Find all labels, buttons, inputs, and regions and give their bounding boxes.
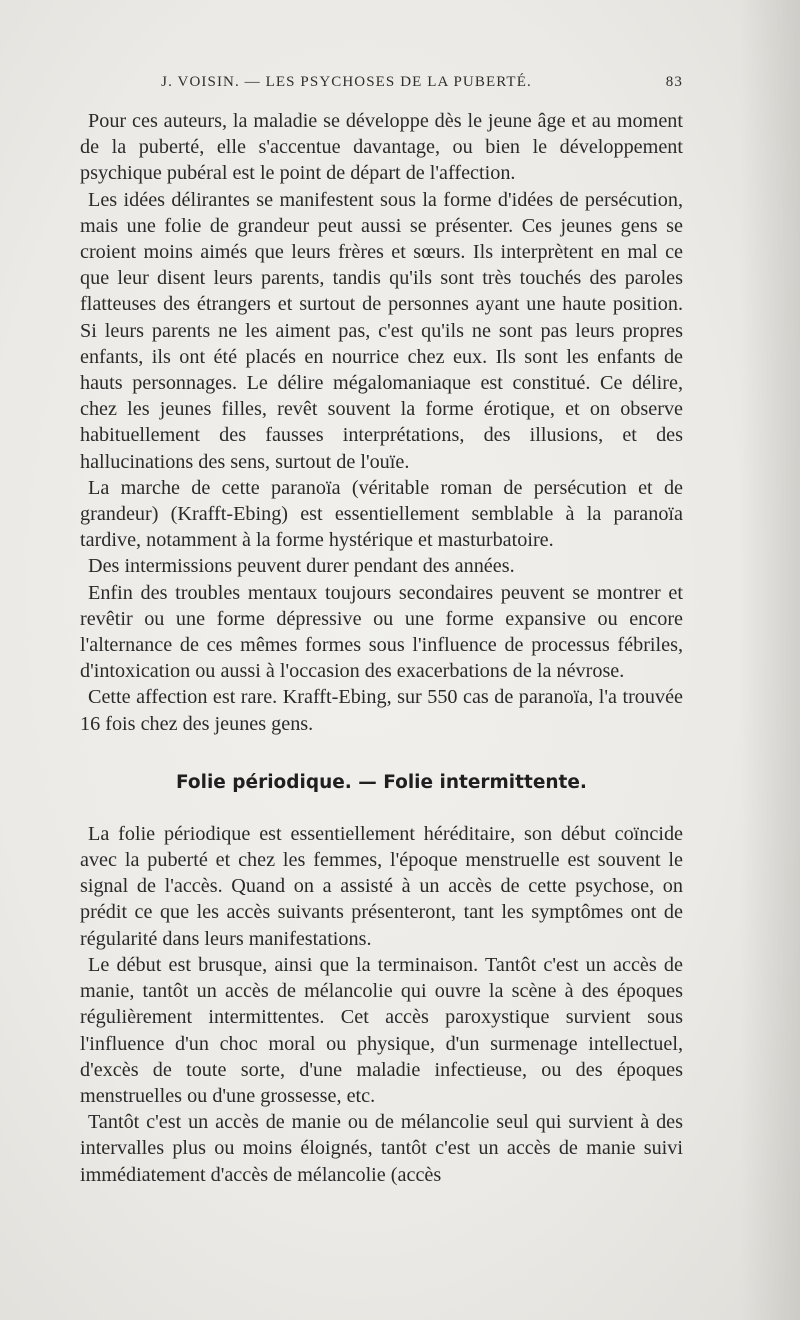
paragraph: La marche de cette paranoïa (véritable roman de persécution et de grandeur) (Krafft-Ebing) est essentiellement semblable à la paranoïa tardive, notamment à la forme hystérique et masturbatoire.: [80, 476, 683, 552]
running-head: [80, 74, 683, 98]
paragraph: Tantôt c'est un accès de manie ou de mélancolie seul qui survient à des intervalles plus ou moins éloignés, tantôt c'est un accès de manie suivi immédiatement d'accès de mélancolie (accès: [80, 1111, 683, 1186]
page-number: 83: [665, 74, 683, 90]
body-text: [80, 108, 683, 1188]
section-paranoia: [80, 108, 683, 737]
paragraph: La folie périodique est essentiellement héréditaire, son début coïncide avec la puberté et chez les femmes, l'époque menstruelle est souvent le signal de l'accès. Quand on a assisté à un accès de cette psychose, on prédit ce que les accès suivants présenteront, tant les symptômes ont de régularité dans leurs manifestations.: [80, 822, 683, 950]
section-folie-periodique: [80, 821, 683, 1188]
paragraph: Pour ces auteurs, la maladie se développe dès le jeune âge et au moment de la puberté, elle s'accentue davantage, ou bien le développement psychique pubéral est le point de départ de l'affection.: [80, 110, 683, 185]
section-heading: Folie périodique. — Folie intermittente.: [176, 771, 587, 793]
page-edge-shadow: [740, 0, 800, 1320]
paragraph: Le début est brusque, ainsi que la terminaison. Tantôt c'est un accès de manie, tantôt un accès de mélancolie qui ouvre la scène à des époques régulièrement intermittentes. Cet accès paroxystique survient sous l'influence d'un choc moral ou physique, d'un surmenage intellectuel, d'excès de toute sorte, d'une maladie infectieuse, ou des époques menstruelles ou d'une grossesse, etc.: [80, 953, 683, 1107]
paragraph: Enfin des troubles mentaux toujours secondaires peuvent se montrer et revêtir ou une forme dépressive ou une forme expansive ou encore l'alternance de ces mêmes formes sous l'influence de processus fébriles, d'intoxication ou aussi à l'occasion des exacerbations de la névrose.: [80, 581, 683, 683]
paragraph: Cette affection est rare. Krafft-Ebing, sur 550 cas de paranoïa, l'a trouvée 16 fois chez des jeunes gens.: [80, 686, 683, 735]
running-head-title: J. VOISIN. — LES PSYCHOSES DE LA PUBERTÉ.: [161, 74, 532, 90]
paragraph: Les idées délirantes se manifestent sous la forme d'idées de persécution, mais une folie de grandeur peut aussi se présenter. Ces jeunes gens se croient moins aimés que leurs frères et sœurs. Ils interprètent en mal ce que leur disent leurs parents, tandis qu'ils sont très touchés des paroles flatteuses des étrangers et surtout de personnes ayant une haute position. Si leurs parents ne les aiment pas, c'est qu'ils ne sont pas leurs propres enfants, ils ont été placés en nourrice chez eux. Ils sont les enfants de hauts personnages. Le délire mégalomaniaque est constitué. Ce délire, chez les jeunes filles, revêt souvent la forme érotique, et on observe habituellement des fausses interprétations, des illusions, et des hallucinations des sens, surtout de l'ouïe.: [80, 188, 683, 473]
paragraph: Des intermissions peuvent durer pendant des années.: [88, 555, 515, 578]
